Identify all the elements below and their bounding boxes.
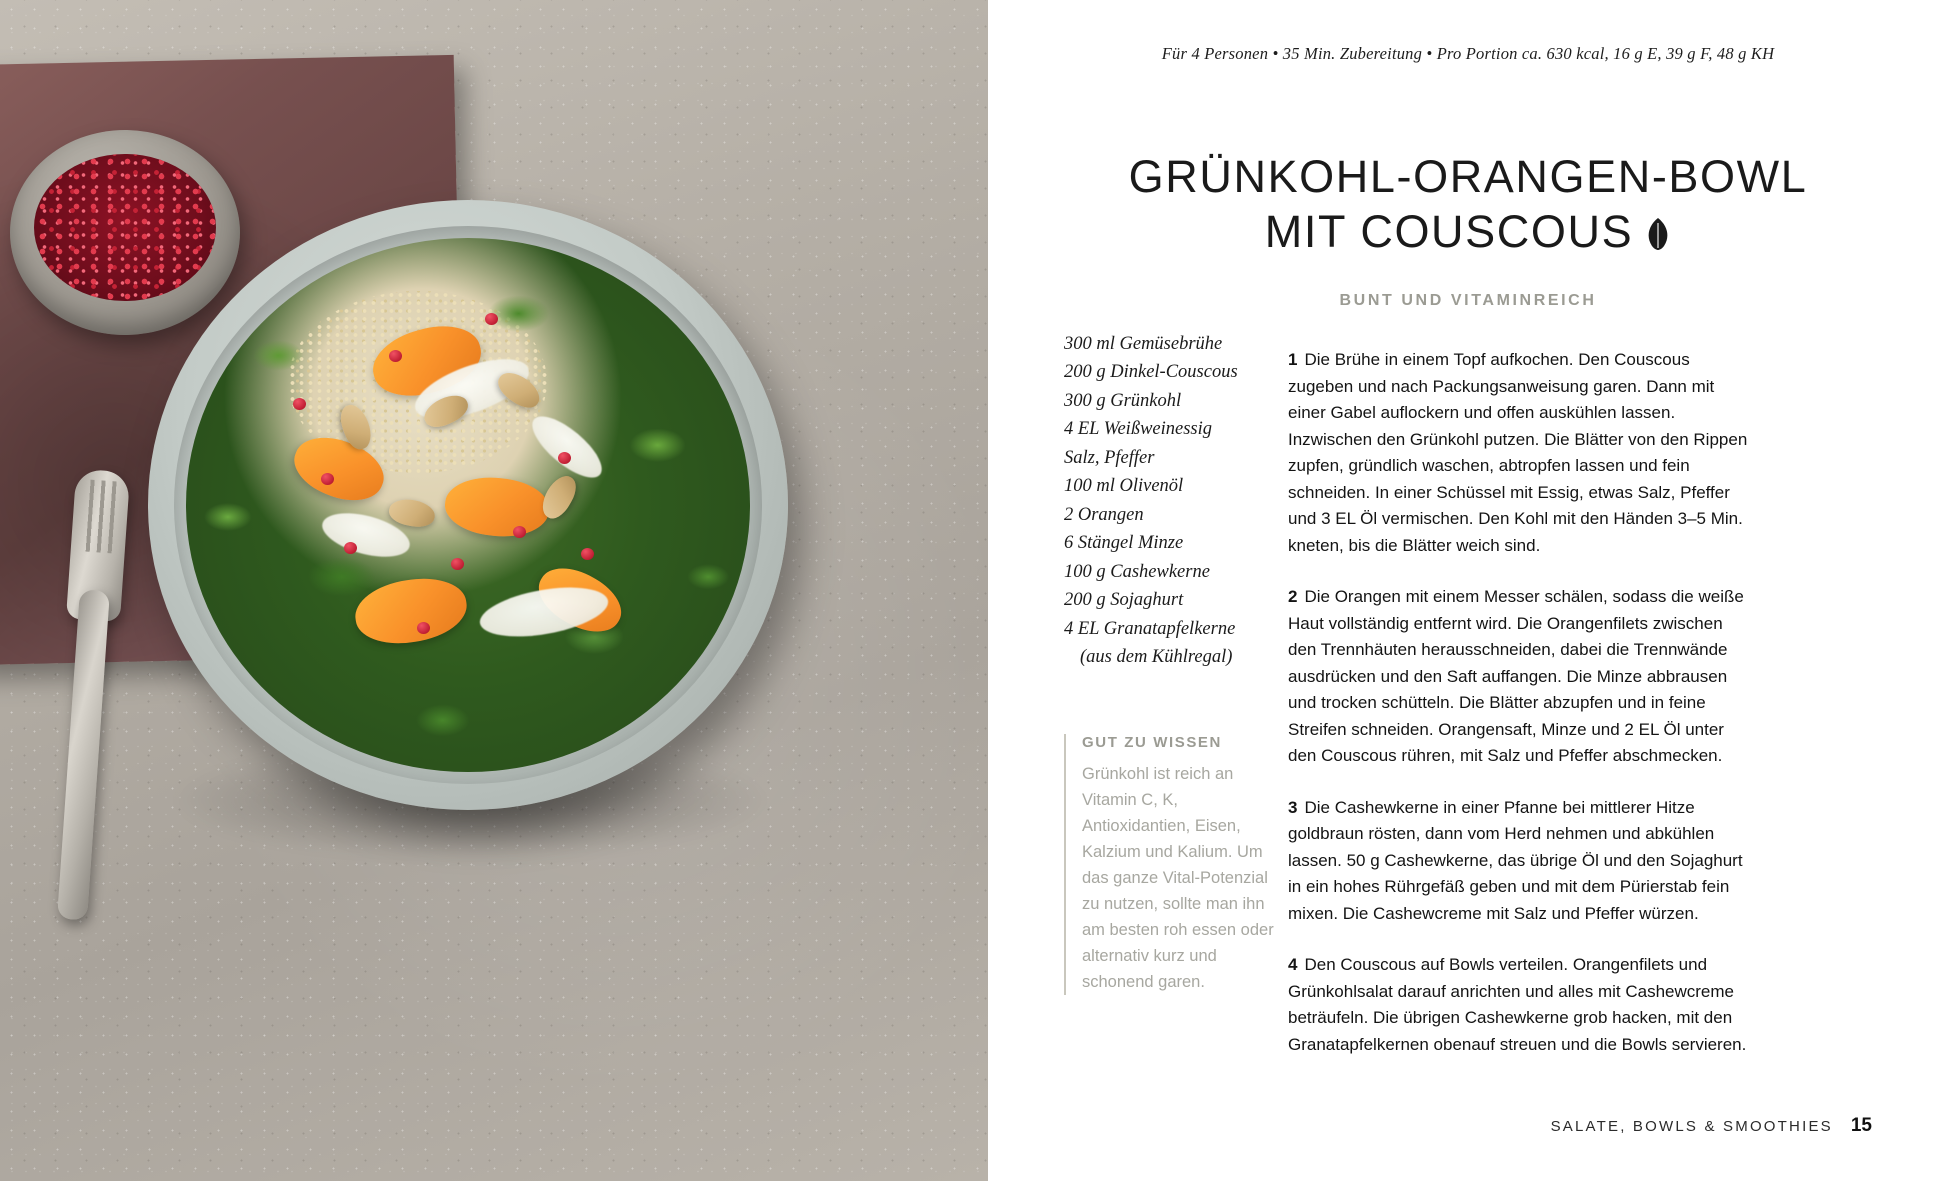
recipe-step <box>1288 347 1752 559</box>
list-item: 200 g Sojaghurt <box>1064 590 1184 611</box>
ingredients-list <box>1064 330 1288 672</box>
step-number: 4 <box>1288 955 1298 975</box>
list-item: Salz, Pfeffer <box>1064 447 1155 468</box>
recipe-title-line1: GRÜNKOHL-ORANGEN-BOWL <box>1128 151 1808 202</box>
recipe-subtitle: BUNT UND VITAMINREICH <box>1339 291 1597 309</box>
step-number: 3 <box>1288 797 1298 817</box>
list-item: 200 g Dinkel-Couscous <box>1064 362 1238 383</box>
step-text: Den Couscous auf Bowls verteilen. Orangenfilets und Grünkohlsalat darauf anrichten und alles mit Cashewcreme beträufeln. Die übrigen Cashewkerne grob hacken, mit den Granatapfelkernen obenauf streuen und die Bowls servieren. <box>1288 955 1747 1054</box>
chapter-label: SALATE, BOWLS & SMOOTHIES <box>1550 1118 1833 1135</box>
orange-fillets <box>186 238 750 772</box>
page-footer <box>1551 1115 1872 1137</box>
step-number: 1 <box>1288 350 1298 369</box>
recipe-text-page <box>988 0 1948 1181</box>
step-text: Die Brühe in einem Topf aufkochen. Den Couscous zugeben und nach Packungsanweisung garen. Dann mit einer Gabel auflockern und offen auskühlen lassen. Inzwischen den Grünkohl putzen. Die Blätter von den Rippen zupfen, gründlich waschen, abtropfen lassen und fein schneiden. In einer Schüssel mit Essig, etwas Salz, Pfeffer und 3 EL Öl vermischen. Den Kohl mit den Händen 3–5 Min. kneten, bis die Blätter weich sind. <box>1288 350 1748 555</box>
title-block <box>988 150 1948 310</box>
recipe-title-line2: MIT COUSCOUS <box>1264 205 1634 257</box>
step-number: 2 <box>1288 587 1298 607</box>
serving-bowl <box>148 200 788 810</box>
page-number: 15 <box>1850 1115 1872 1136</box>
tip-box <box>1064 734 1287 996</box>
recipe-step <box>1288 952 1752 1058</box>
tip-title: GUT ZU WISSEN <box>1082 733 1222 751</box>
bowl-contents <box>186 238 750 772</box>
list-item: 100 g Cashewkerne <box>1064 561 1210 582</box>
step-text: Die Orangen mit einem Messer schälen, sodass die weiße Haut vollständig entfernt wird. Die Orangenfilets zwischen den Trennhäuten herausschneiden, dabei die Trennwände ausdrücken und den Saft auffangen. Die Minze abbrausen und trocken schütteln. Die Blätter abzupfen und in feine Streifen schneiden. Orangensaft, Minze und 2 EL Öl unter den Couscous rühren, mit Salz und Pfeffer abschmecken. <box>1288 587 1744 766</box>
step-text: Die Cashewkerne in einer Pfanne bei mittlerer Hitze goldbraun rösten, dann vom Herd nehmen und abkühlen lassen. 50 g Cashewkerne, das übrige Öl und den Sojaghurt in ein hohes Rührgefäß geben und mit dem Pürierstab fein mixen. Die Cashewcreme mit Salz und Pfeffer würzen. <box>1288 797 1743 923</box>
recipe-body <box>988 330 1948 1083</box>
list-item: 300 g Grünkohl <box>1064 390 1182 411</box>
list-item: 2 Orangen <box>1064 504 1144 525</box>
list-item: 6 Stängel Minze <box>1064 533 1184 554</box>
pomegranate-seed <box>558 452 571 464</box>
list-item: (aus dem Kühlregal) <box>1080 647 1233 668</box>
page-title <box>988 150 1948 264</box>
recipe-step <box>1288 795 1752 928</box>
bowl-rim <box>174 226 762 784</box>
fork-handle <box>57 589 110 920</box>
list-item: 300 ml Gemüsebrühe <box>1064 334 1223 354</box>
leaf-icon <box>1645 209 1671 264</box>
recipe-meta: Für 4 Personen • 35 Min. Zubereitung • Pro Portion ca. 630 kcal, 16 g E, 39 g F, 48 g KH <box>1161 44 1775 63</box>
tip-body: Grünkohl ist reich an Vitamin C, K, Antioxidantien, Eisen, Kalzium und Kalium. Um das ganze Vital-Potenzial zu nutzen, sollte man ihn am besten roh essen oder alternativ kurz und schonend garen. <box>1082 764 1274 992</box>
pomegranate-seed <box>581 548 594 560</box>
recipe-step <box>1288 584 1752 770</box>
steps-column <box>1288 330 1828 1083</box>
list-item: 4 EL Granatapfelkerne <box>1064 618 1236 639</box>
pomegranate-seed <box>485 313 498 325</box>
ingredients-column <box>988 330 1288 1083</box>
list-item: 4 EL Weißweinessig <box>1064 419 1213 440</box>
list-item: 100 ml Olivenöl <box>1064 476 1184 497</box>
